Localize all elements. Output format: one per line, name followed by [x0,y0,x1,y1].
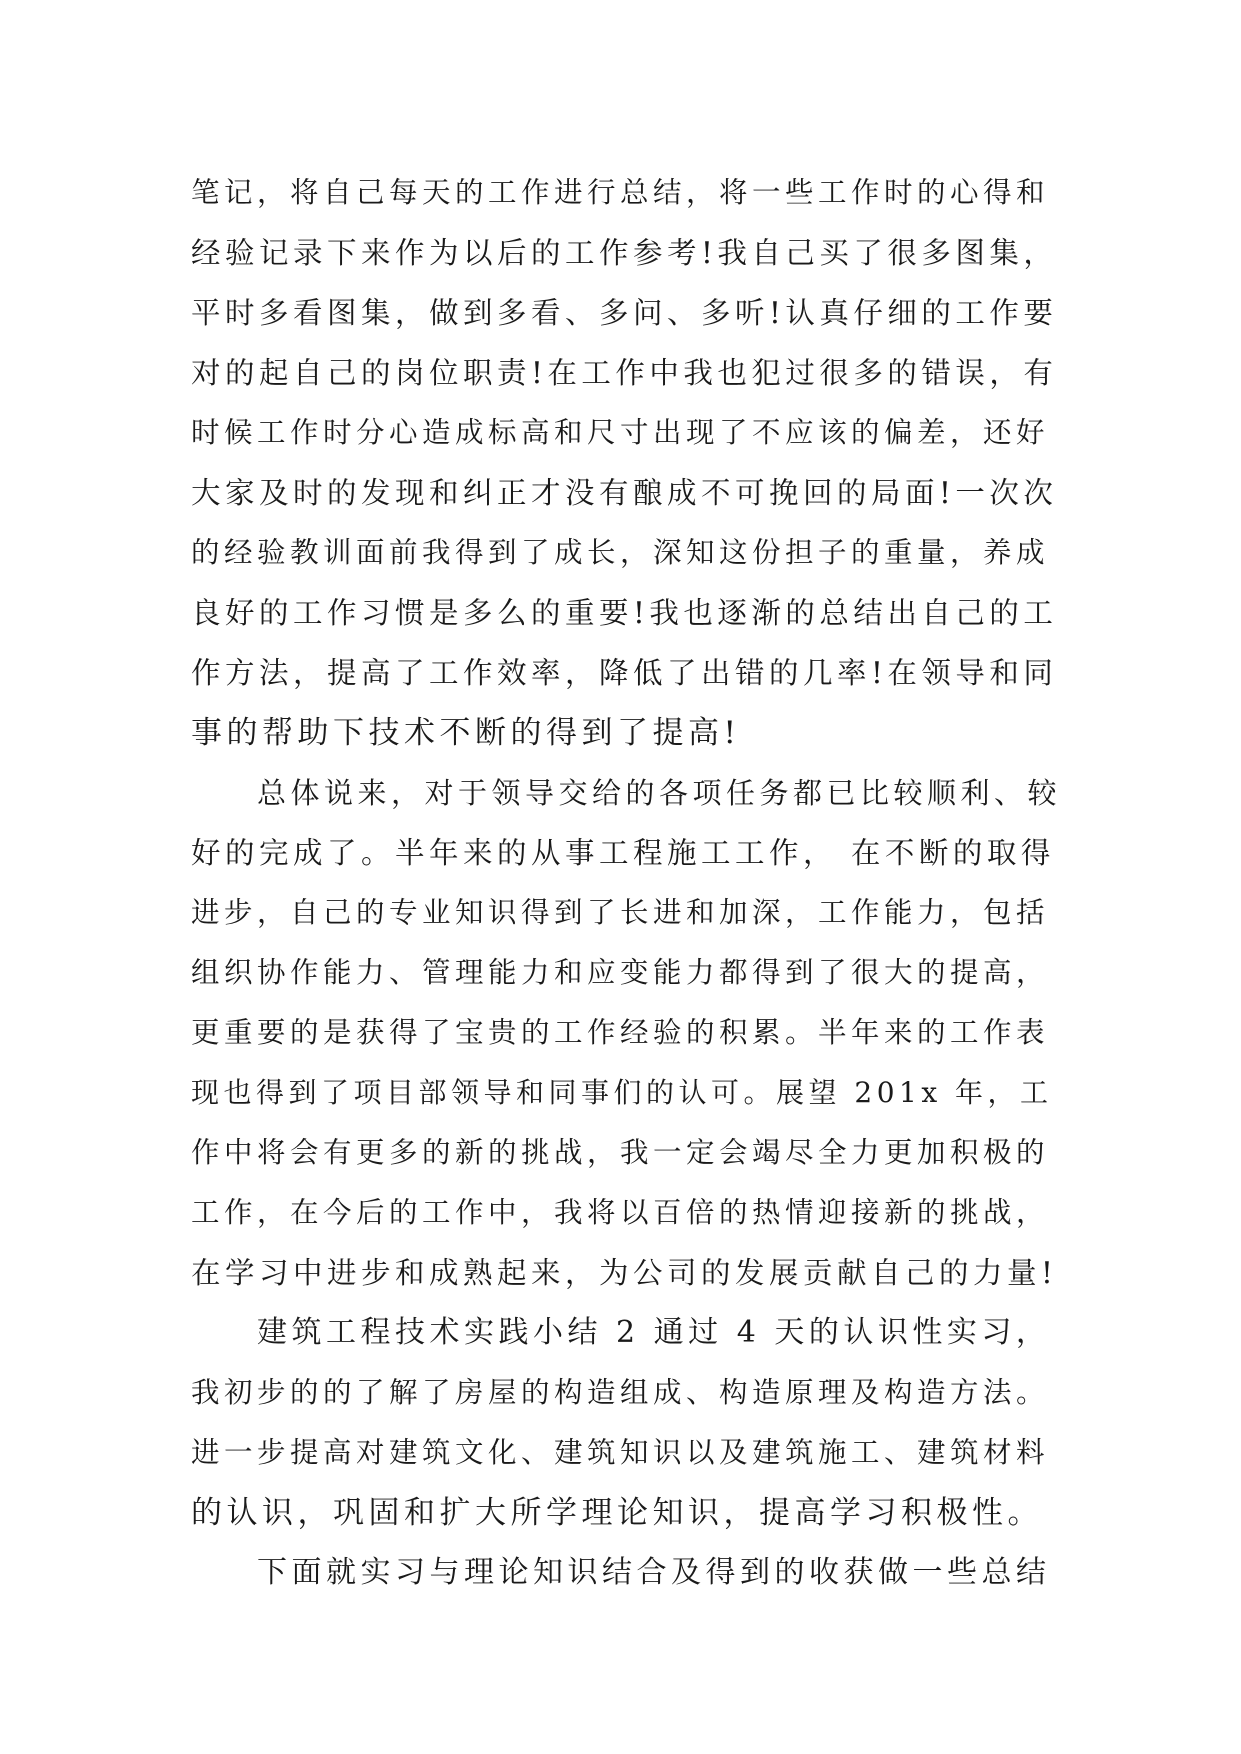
text-line: 现也得到了项目部领导和同事们的认可。展望 201x 年，工 [191,1076,1053,1109]
text-line: 对的起自己的岗位职责!在工作中我也犯过很多的错误，有 [191,356,1058,390]
paragraph-start-line: 下面就实习与理论知识结合及得到的收获做一些总结 [257,1555,1051,1590]
paragraph-start-line: 建筑工程技术实践小结 2 通过 4 天的认识性实习， [257,1315,1051,1350]
text-line: 作中将会有更多的新的挑战，我一定会竭尽全力更加积极的 [191,1136,1050,1169]
text-line: 平时多看图集，做到多看、多问、多听!认真仔细的工作要 [191,296,1058,330]
text-line: 的经验教训面前我得到了成长，深知这份担子的重量，养成 [191,536,1050,569]
paragraph-start-line: 总体说来，对于领导交给的各项任务都已比较顺利、较 [257,776,1062,810]
text-line: 工作，在今后的工作中，我将以百倍的热情迎接新的挑战， [191,1196,1050,1229]
text-line: 组织协作能力、管理能力和应变能力都得到了很大的提高， [191,956,1050,989]
text-line: 好的完成了。半年来的从事工程施工工作， 在不断的取得 [191,836,1055,870]
text-line: 在学习中进步和成熟起来，为公司的发展贡献自己的力量! [191,1256,1058,1290]
text-line: 我初步的的了解了房屋的构造组成、构造原理及构造方法。 [191,1376,1050,1409]
text-line: 时候工作时分心造成标高和尺寸出现了不应该的偏差，还好 [191,416,1050,449]
text-line: 笔记，将自己每天的工作进行总结，将一些工作时的心得和 [191,176,1050,209]
text-line: 作方法，提高了工作效率，降低了出错的几率!在领导和同 [191,656,1058,690]
text-line: 良好的工作习惯是多么的重要!我也逐渐的总结出自己的工 [191,596,1058,630]
text-line: 进步，自己的专业知识得到了长进和加深，工作能力，包括 [191,896,1050,929]
text-line: 更重要的是获得了宝贵的工作经验的积累。半年来的工作表 [191,1016,1050,1049]
text-line: 经验记录下来作为以后的工作参考!我自己买了很多图集， [191,236,1058,270]
document-body [191,163,1061,1603]
text-line: 大家及时的发现和纠正才没有酿成不可挽回的局面!一次次 [191,476,1058,510]
text-line: 进一步提高对建筑文化、建筑知识以及建筑施工、建筑材料 [191,1436,1050,1469]
text-line: 事的帮助下技术不断的得到了提高! [191,715,741,751]
text-line: 的认识，巩固和扩大所学理论知识，提高学习积极性。 [191,1495,1043,1531]
